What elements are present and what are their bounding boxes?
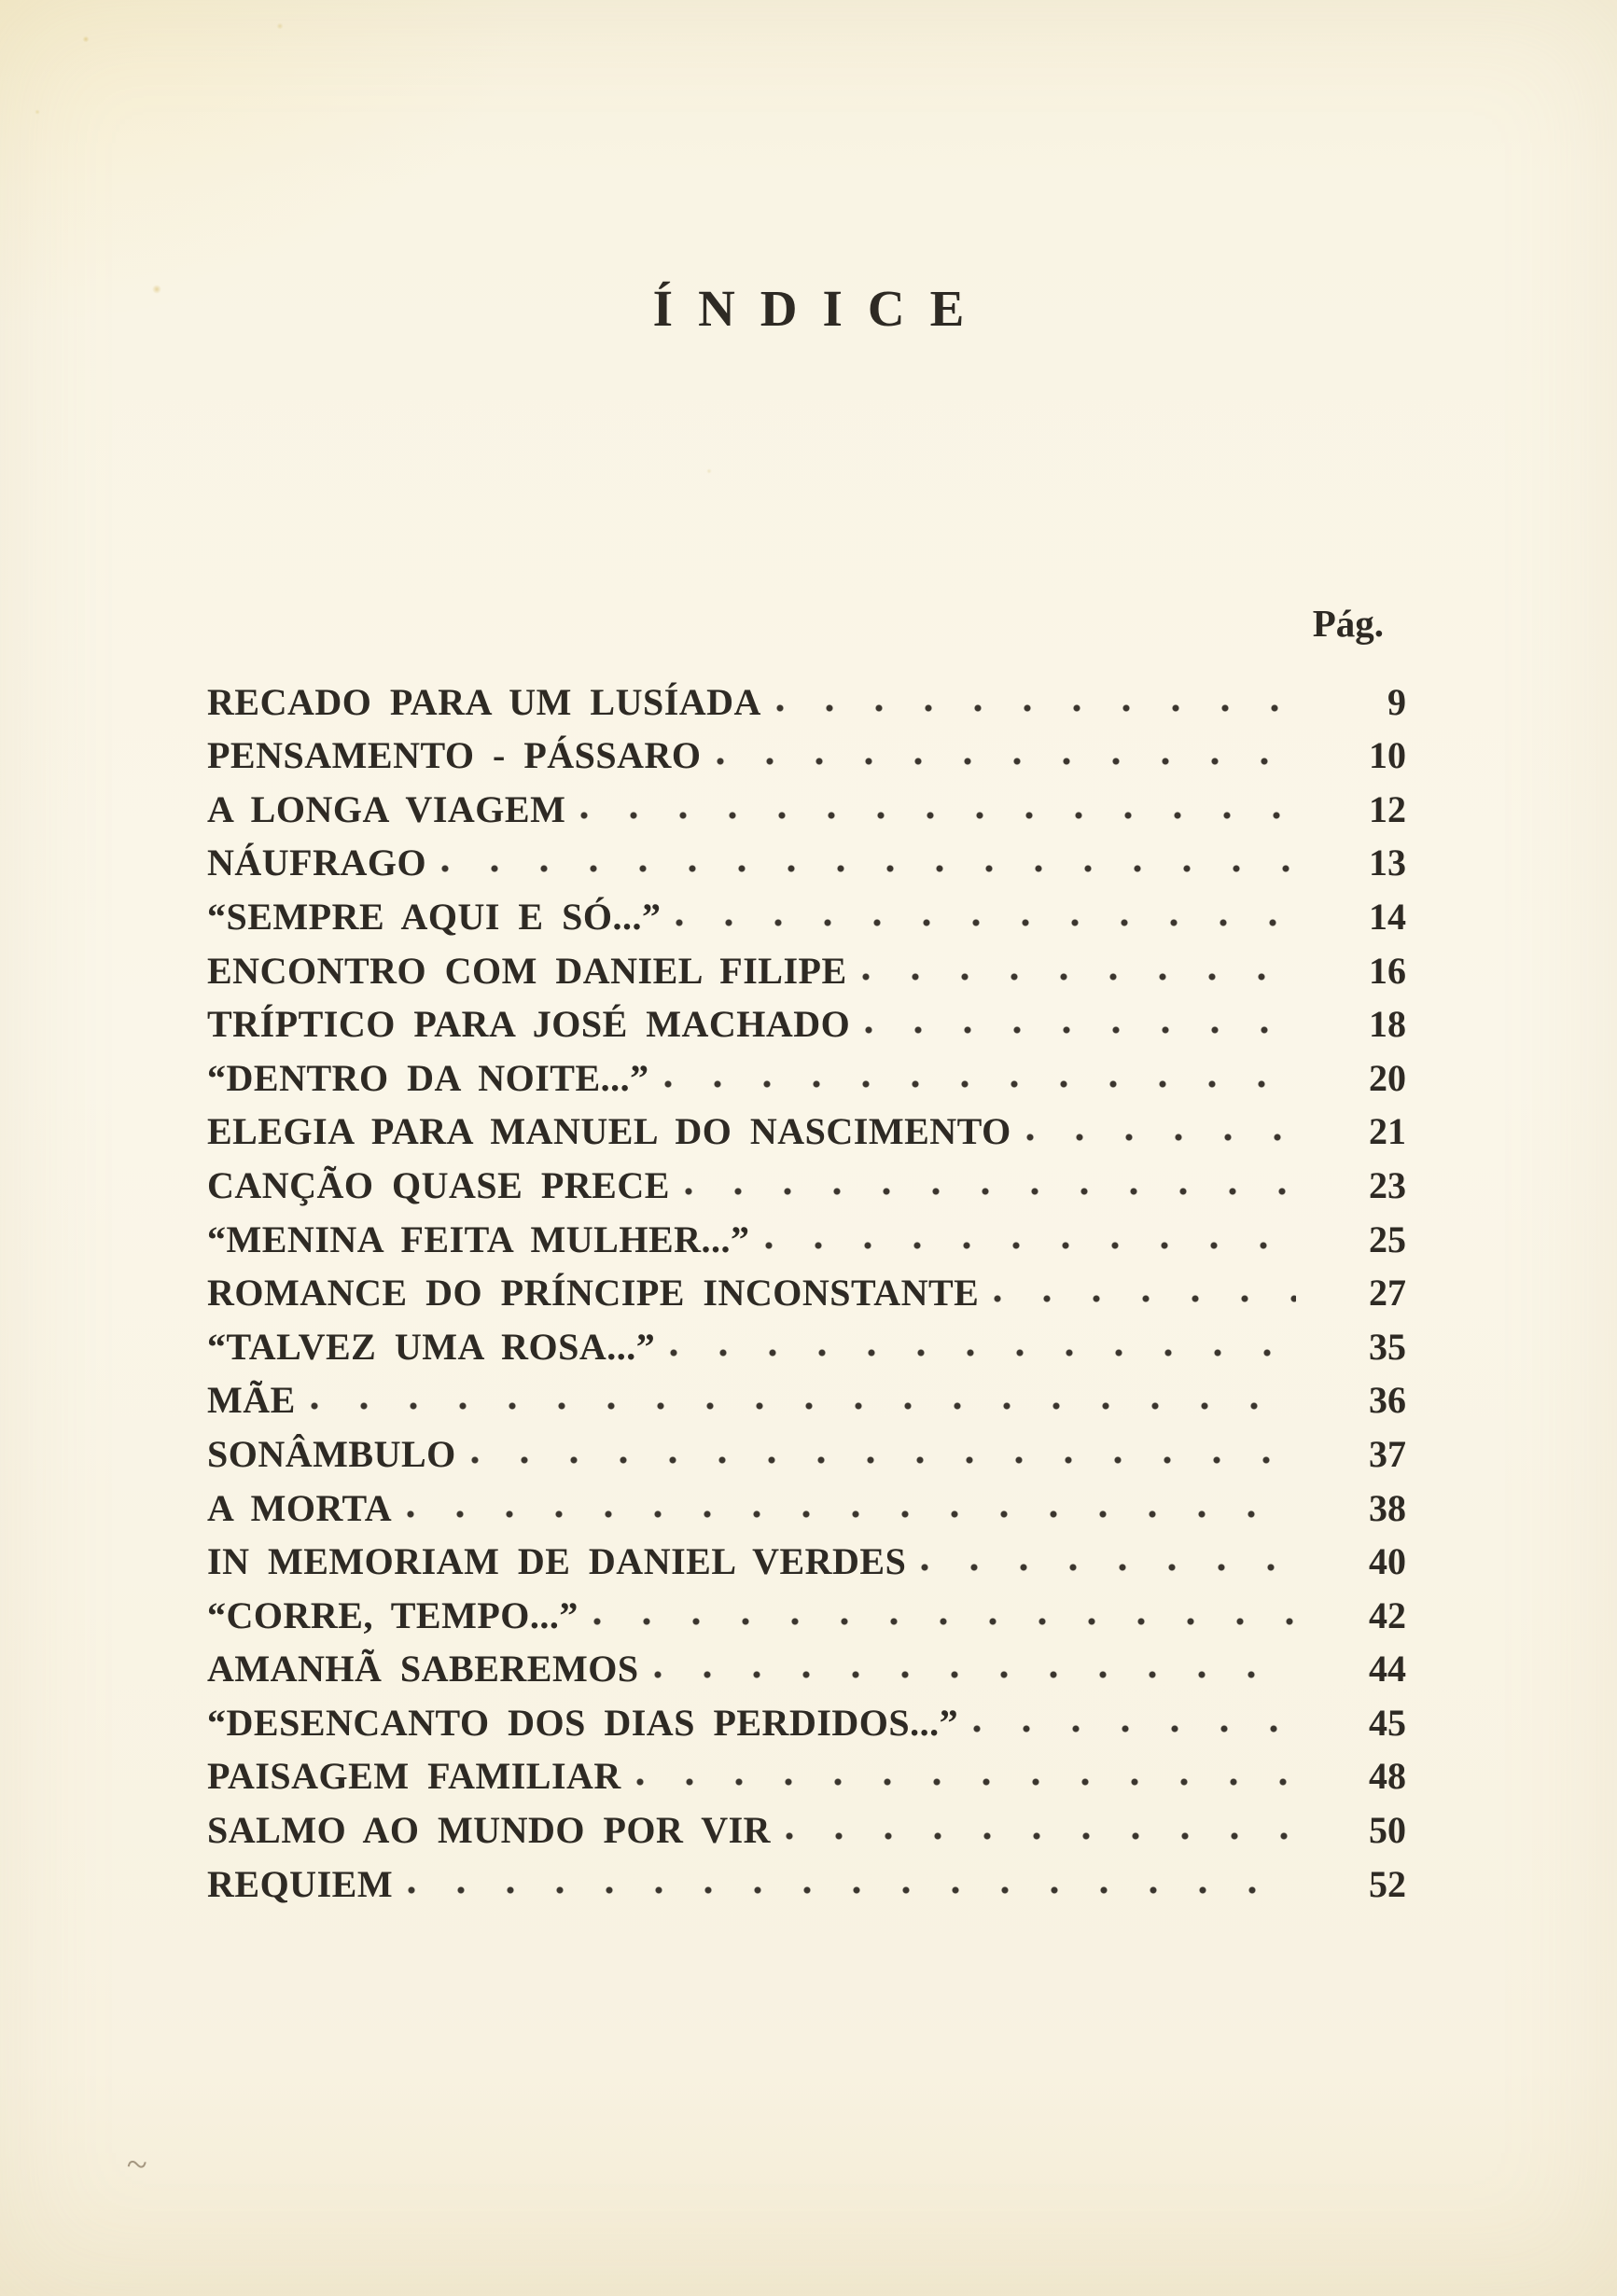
toc-entry-title: “DESENCANTO DOS DIAS PERDIDOS...” (207, 1701, 959, 1744)
toc-entry-page-number: 23 (1369, 1163, 1406, 1206)
toc-entry-title: IN MEMORIAM DE DANIEL VERDES (207, 1540, 907, 1583)
toc-entry-page-number: 20 (1369, 1056, 1406, 1099)
toc-entry-title: PENSAMENTO - PÁSSARO (207, 734, 702, 777)
dot-leader (676, 919, 1296, 926)
toc-entry-page-number: 38 (1369, 1486, 1406, 1529)
toc-row (207, 990, 1406, 1044)
toc-entry-title: AMANHÃ SABEREMOS (207, 1648, 639, 1691)
toc-entry-page-number: 12 (1369, 787, 1406, 830)
dot-leader (973, 1725, 1296, 1732)
toc-row (207, 1204, 1406, 1259)
toc-entry-title: REQUIEM (207, 1862, 394, 1905)
toc-entry-title: TRÍPTICO PARA JOSÉ MACHADO (207, 1003, 851, 1046)
dot-leader (921, 1564, 1296, 1571)
toc-entry-page-number: 18 (1369, 1003, 1406, 1046)
toc-row (207, 667, 1406, 721)
toc-entry-page-number: 36 (1369, 1379, 1406, 1422)
dot-leader (1026, 1134, 1296, 1141)
dot-leader (776, 704, 1296, 712)
toc-row (207, 1635, 1406, 1689)
toc-row (207, 1527, 1406, 1581)
toc-entry-title: “CORRE, TEMPO...” (207, 1593, 578, 1636)
toc-entry-title: SALMO AO MUNDO POR VIR (207, 1809, 772, 1852)
toc-entry-page-number: 37 (1369, 1432, 1406, 1475)
toc-entry-page-number: 25 (1369, 1218, 1406, 1260)
toc-row (207, 1097, 1406, 1151)
dot-leader (865, 1026, 1296, 1034)
toc-entry-page-number: 45 (1369, 1701, 1406, 1744)
dot-leader (765, 1242, 1296, 1249)
dot-leader (441, 865, 1296, 872)
toc-entry-title: CANÇÃO QUASE PRECE (207, 1163, 670, 1206)
dot-leader (311, 1402, 1296, 1410)
toc-entry-title: RECADO PARA UM LUSÍADA (207, 680, 761, 723)
dot-leader (862, 973, 1296, 981)
toc-entry-page-number: 27 (1369, 1272, 1406, 1315)
toc-entry-title: ELEGIA PARA MANUEL DO NASCIMENTO (207, 1110, 1011, 1153)
toc-row (207, 1795, 1406, 1852)
toc-entry-page-number: 21 (1369, 1110, 1406, 1153)
toc-entry-title: NÁUFRAGO (207, 842, 427, 884)
toc-row (207, 1419, 1406, 1473)
toc-entry-page-number: 16 (1369, 949, 1406, 992)
toc-entry-title: PAISAGEM FAMILIAR (207, 1755, 621, 1798)
toc-entry-page-number: 40 (1369, 1540, 1406, 1583)
dot-leader (664, 1080, 1296, 1088)
toc-entry-page-number: 10 (1369, 734, 1406, 777)
toc-entry-title: “MENINA FEITA MULHER...” (207, 1218, 750, 1260)
dot-leader (407, 1510, 1296, 1518)
toc-entry-page-number: 35 (1369, 1325, 1406, 1368)
toc-entry-page-number: 14 (1369, 895, 1406, 938)
dot-leader (471, 1456, 1296, 1464)
dot-leader (786, 1832, 1296, 1840)
toc-row (207, 1473, 1406, 1527)
toc-row (207, 1688, 1406, 1742)
dot-leader (408, 1886, 1296, 1894)
toc-row (207, 1580, 1406, 1635)
page-column-label: Pág. (1312, 602, 1384, 645)
toc-entry-title: “TALVEZ UMA ROSA...” (207, 1325, 656, 1368)
toc-row (207, 936, 1406, 990)
toc-row (207, 774, 1406, 828)
page-title: ÍNDICE (652, 279, 990, 337)
toc-entry-title: A LONGA VIAGEM (207, 787, 566, 830)
toc-entry-page-number: 42 (1369, 1593, 1406, 1636)
dot-leader (685, 1188, 1296, 1195)
dot-leader (994, 1295, 1296, 1302)
dot-leader (654, 1671, 1296, 1678)
toc-row (207, 1043, 1406, 1097)
pencil-mark: ~ (124, 2141, 149, 2187)
toc-entry-title: MÃE (207, 1379, 296, 1422)
toc-entry-page-number: 52 (1369, 1862, 1406, 1905)
toc-row (207, 1259, 1406, 1313)
toc-entry-page-number: 48 (1369, 1755, 1406, 1798)
dot-leader (593, 1618, 1296, 1625)
toc-entry-page-number: 13 (1369, 842, 1406, 884)
toc-entry-title: SONÂMBULO (207, 1432, 456, 1475)
toc-row (207, 721, 1406, 775)
toc-entry-title: ENCONTRO COM DANIEL FILIPE (207, 949, 847, 992)
dot-leader (580, 812, 1296, 819)
toc-list (207, 667, 1406, 1903)
dot-leader (670, 1349, 1296, 1357)
toc-entry-page-number: 44 (1369, 1648, 1406, 1691)
toc-entry-title: “SEMPRE AQUI E SÓ...” (207, 895, 662, 938)
toc-row (207, 1312, 1406, 1366)
toc-entry-title: ROMANCE DO PRÍNCIPE INCONSTANTE (207, 1272, 980, 1315)
toc-row (207, 1366, 1406, 1420)
dot-leader (636, 1778, 1296, 1786)
toc-row (207, 1849, 1406, 1903)
toc-row (207, 882, 1406, 936)
toc-row (207, 1742, 1406, 1796)
toc-entry-page-number: 50 (1369, 1809, 1406, 1852)
table-of-contents (207, 602, 1406, 1905)
toc-entry-page-number: 9 (1387, 680, 1406, 723)
toc-row (207, 1150, 1406, 1204)
toc-row (207, 828, 1406, 883)
toc-entry-title: A MORTA (207, 1486, 393, 1529)
dot-leader (717, 758, 1296, 765)
toc-entry-title: “DENTRO DA NOITE...” (207, 1056, 649, 1099)
